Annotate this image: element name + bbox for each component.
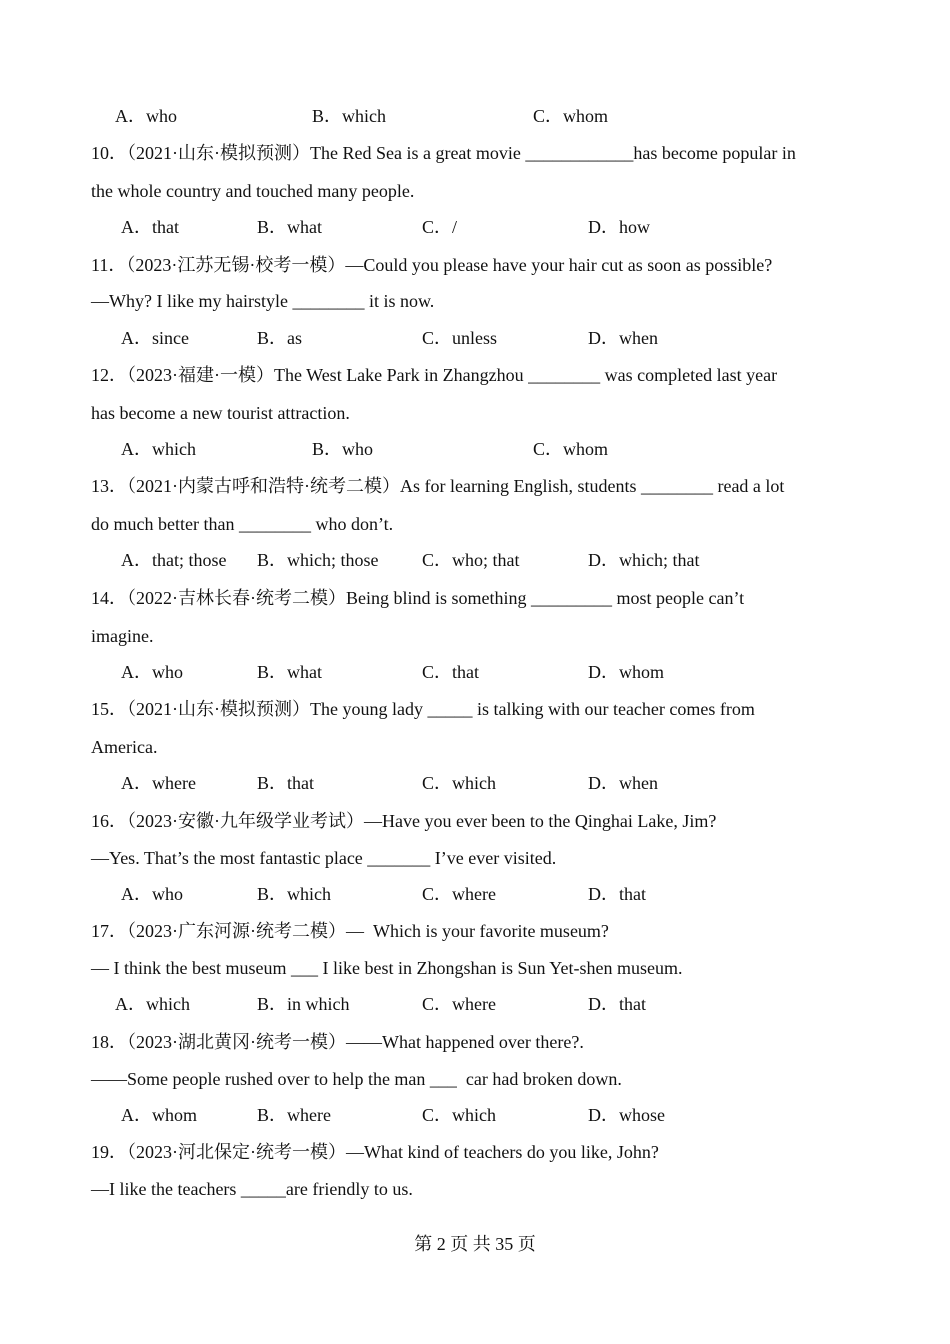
question-11-line-1: 11．（2023·江苏无锡·校考一模）—Could you please have your hair cut as soon as possible? <box>91 255 773 275</box>
option-a: A．who <box>115 106 177 126</box>
option-a: A．since <box>121 328 189 348</box>
option-c: C．/ <box>422 217 458 237</box>
option-c: C．which <box>422 773 496 793</box>
question-16-line-1: 16．（2023·安徽·九年级学业考试）—Have you ever been to the Qinghai Lake, Jim? <box>91 811 717 831</box>
option-d: D．that <box>588 884 646 904</box>
option-a: A．who <box>121 662 183 682</box>
option-a: A．where <box>121 773 196 793</box>
option-c: C．whom <box>533 439 609 459</box>
question-16-line-2: —Yes. That’s the most fantastic place _______ I’ve ever visited. <box>91 848 557 868</box>
option-b: B．what <box>257 217 322 237</box>
option-a: A．which <box>115 994 190 1014</box>
question-14-line-1: 14．（2022·吉林长春·统考二模）Being blind is something _________ most people can’t <box>91 588 745 608</box>
question-17-line-1: 17．（2023·广东河源·统考二模）— Which is your favorite museum? <box>91 921 609 941</box>
question-13-line-1: 13．（2021·内蒙古呼和浩特·统考二模）As for learning English, students ________ read a lot <box>91 476 785 496</box>
question-19-line-1: 19．（2023·河北保定·统考一模）—What kind of teachers do you like, John? <box>91 1142 659 1162</box>
option-a: A．which <box>121 439 196 459</box>
option-c: C．where <box>422 884 496 904</box>
option-d: D．whose <box>588 1105 665 1125</box>
option-d: D．that <box>588 994 646 1014</box>
option-b: B．who <box>312 439 374 459</box>
option-b: B．where <box>257 1105 331 1125</box>
option-b: B．what <box>257 662 322 682</box>
option-a: A．whom <box>121 1105 197 1125</box>
question-10-line-2: the whole country and touched many people. <box>91 181 415 201</box>
question-18-line-1: 18．（2023·湖北黄冈·统考一模）——What happened over there?. <box>91 1032 584 1052</box>
option-d: D．how <box>588 217 650 237</box>
question-14-line-2: imagine. <box>91 626 154 646</box>
question-15-line-1: 15．（2021·山东·模拟预测）The young lady _____ is talking with our teacher comes from <box>91 699 755 719</box>
option-c: C．which <box>422 1105 496 1125</box>
question-10-line-1: 10．（2021·山东·模拟预测）The Red Sea is a great movie ____________has become popular in <box>91 143 796 163</box>
option-d: D．when <box>588 328 658 348</box>
option-b: B．which <box>312 106 386 126</box>
option-c: C．who; that <box>422 550 520 570</box>
option-b: B．which <box>257 884 331 904</box>
question-12-line-1: 12．（2023·福建·一模）The West Lake Park in Zhangzhou ________ was completed last year <box>91 365 778 385</box>
option-b: B．in which <box>257 994 350 1014</box>
option-a: A．that; those <box>121 550 227 570</box>
option-d: D．which; that <box>588 550 700 570</box>
option-b: B．as <box>257 328 302 348</box>
option-d: D．whom <box>588 662 664 682</box>
page-number: 第 2 页 共 35 页 <box>414 1234 536 1254</box>
option-c: C．whom <box>533 106 609 126</box>
question-12-line-2: has become a new tourist attraction. <box>91 403 350 423</box>
option-c: C．unless <box>422 328 498 348</box>
question-13-line-2: do much better than ________ who don’t. <box>91 514 394 534</box>
option-a: A．who <box>121 884 183 904</box>
option-a: A．that <box>121 217 179 237</box>
option-b: B．which; those <box>257 550 379 570</box>
option-c: C．that <box>422 662 479 682</box>
option-c: C．where <box>422 994 496 1014</box>
question-18-line-2: ——Some people rushed over to help the man ___ car had broken down. <box>91 1069 622 1089</box>
question-17-line-2: — I think the best museum ___ I like best in Zhongshan is Sun Yet-shen museum. <box>91 958 683 978</box>
question-15-line-2: America. <box>91 737 158 757</box>
question-19-line-2: —I like the teachers _____are friendly to us. <box>91 1179 413 1199</box>
option-b: B．that <box>257 773 314 793</box>
option-d: D．when <box>588 773 658 793</box>
question-11-line-2: —Why? I like my hairstyle ________ it is now. <box>91 291 435 311</box>
